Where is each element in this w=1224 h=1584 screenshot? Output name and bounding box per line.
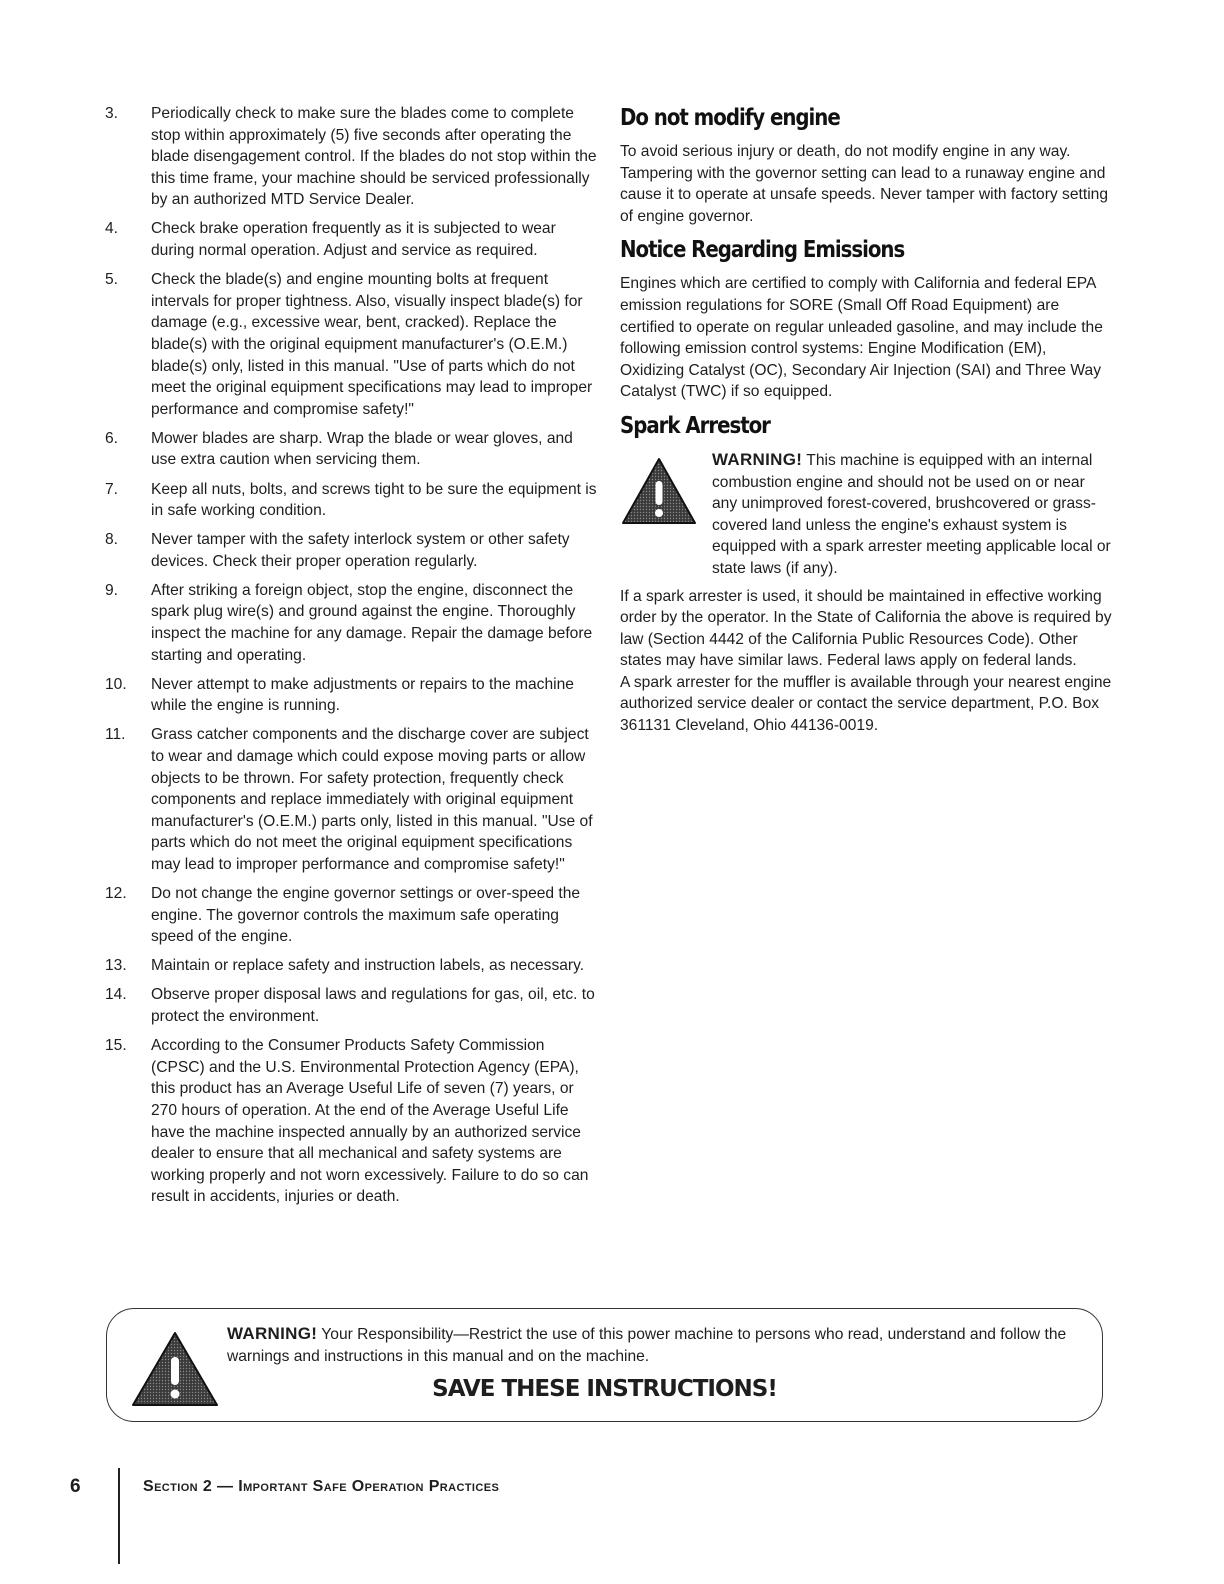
responsibility-warning-box — [106, 1308, 1103, 1422]
responsibility-warning-label: WARNING! — [227, 1324, 318, 1343]
warning-triangle-icon — [621, 457, 697, 530]
responsibility-warning-text: WARNING! Your Responsibility—Restrict the use of this power machine to persons who read, understand and follow the warnings and instructions in this manual and on the machine. — [227, 1324, 1067, 1365]
spark-warning-text: This machine is equipped with an internal combustion engine and should not be used on or near any unimproved forest-covered, brushcovered or grass-covered land unless the engine's exhaust system is equipped with a spark arrester meeting applicable local or state laws (if any). — [712, 451, 1111, 577]
emissions-text: Engines which are certified to comply with California and federal EPA emission regulations for SORE (Small Off Road Equipment) are certified to operate on regular unleaded gasoline, and may include the following emission control systems: Engine Modification (EM), Oxidizing Catalyst (OC), Secondary Air Injection (SAI) and Three Way Catalyst (TWC) if so equipped. — [620, 275, 1103, 401]
left-column — [105, 103, 597, 1215]
list-item: 7. Keep all nuts, bolts, and screws tight to be sure the equipment is in safe working condition. — [105, 480, 597, 520]
spark-arrestor-heading: Spark Arrestor — [620, 412, 770, 439]
list-item: 8. Never tamper with the safety interlock system or other safety devices. Check their proper operation regularly. — [105, 531, 570, 570]
list-item: 6. Mower blades are sharp. Wrap the blade or wear gloves, and use extra caution when servicing them. — [105, 429, 573, 469]
spark-paragraph-1: If a spark arrester is used, it should be maintained in effective working order by the operator. In the State of California the above is required by law (Section 4442 of the California Public Resources Code). Other states may have similar laws. Federal laws apply on federal lands. — [620, 587, 1112, 670]
list-item: 13. Maintain or replace safety and instruction labels, as necessary. — [105, 957, 585, 975]
list-item: 5. Check the blade(s) and engine mounting bolts at frequent intervals for proper tightness. Also, visually inspect blade(s) for damage (e.g., excessive wear, bent, cracked). Replace the blade(s) with the original equipment manufacturer's (O.E.M.) blade(s) only, listed in this manual. "Use of parts which do not meet the original equipment specifications may lead to improper performance and compromise safety!" — [105, 271, 593, 418]
spark-warning — [620, 449, 1112, 580]
spark-paragraph-2: A spark arrester for the muffler is available through your nearest engine authorized service dealer or contact the service department, P.O. Box 361131 Cleveland, Ohio 44136-0019. — [620, 673, 1112, 735]
spark-warning-label: WARNING! — [712, 449, 803, 469]
modify-engine-section — [620, 103, 1112, 227]
emissions-section — [620, 235, 1112, 403]
list-item: 9. After striking a foreign object, stop the engine, disconnect the spark plug wire(s) and ground against the engine. Thoroughly inspect the machine for any damage. Repair the damage before starting and operating. — [105, 581, 593, 664]
list-item: 11. Grass catcher components and the discharge cover are subject to wear and damage which could expose moving parts or allow objects to be thrown. For safety protection, frequently check components and replace immediately with original equipment manufacturer's (O.E.M.) parts only, listed in this manual. "Use of parts which do not meet the original equipment specifications may lead to improper performance and compromise safety!" — [105, 726, 593, 873]
modify-engine-heading: Do not modify engine — [620, 105, 840, 131]
spark-arrestor-section — [620, 411, 1112, 737]
safety-list — [105, 103, 597, 1208]
right-column — [620, 103, 1112, 745]
modify-engine-text: To avoid serious injury or death, do not modify engine in any way. Tampering with the governor setting can lead to a runaway engine and cause it to operate at unsafe speeds. Never tamper with factory setting of engine governor. — [620, 143, 1108, 225]
list-item: 14. Observe proper disposal laws and regulations for gas, oil, etc. to protect the environment. — [105, 986, 595, 1026]
save-instructions-heading: SAVE THESE INSTRUCTIONS! — [432, 1376, 777, 1402]
list-item: 10. Never attempt to make adjustments or repairs to the machine while the engine is running. — [105, 675, 574, 715]
footer-divider — [118, 1468, 120, 1564]
list-item: 12. Do not change the engine governor settings or over-speed the engine. The governor controls the maximum safe operating speed of the engine. — [105, 885, 581, 946]
list-item: 3. Periodically check to make sure the blades come to complete stop within approximately (5) five seconds after operating the blade disengagement control. If the blades do not stop within the this time frame, your machine should be serviced professionally by an authorized MTD Service Dealer. — [105, 105, 597, 209]
section-title: Section 2 — Important Safe Operation Practices — [143, 1478, 500, 1495]
list-item: 4. Check brake operation frequently as it is subjected to wear during normal operation. Adjust and service as required. — [105, 220, 556, 260]
page-number: 6 — [70, 1476, 81, 1497]
list-item: 15. According to the Consumer Products Safety Commission (CPSC) and the U.S. Environmental Protection Agency (EPA), this product has an Average Useful Life of seven (7) years, or 270 hours of operation. At the end of the Average Useful Life have the machine inspected annually by an authorized service dealer to ensure that all mechanical and safety systems are working properly and not worn excessively. Failure to do so can result in accidents, injuries or death. — [105, 1037, 589, 1206]
emissions-heading: Notice Regarding Emissions — [620, 237, 905, 264]
